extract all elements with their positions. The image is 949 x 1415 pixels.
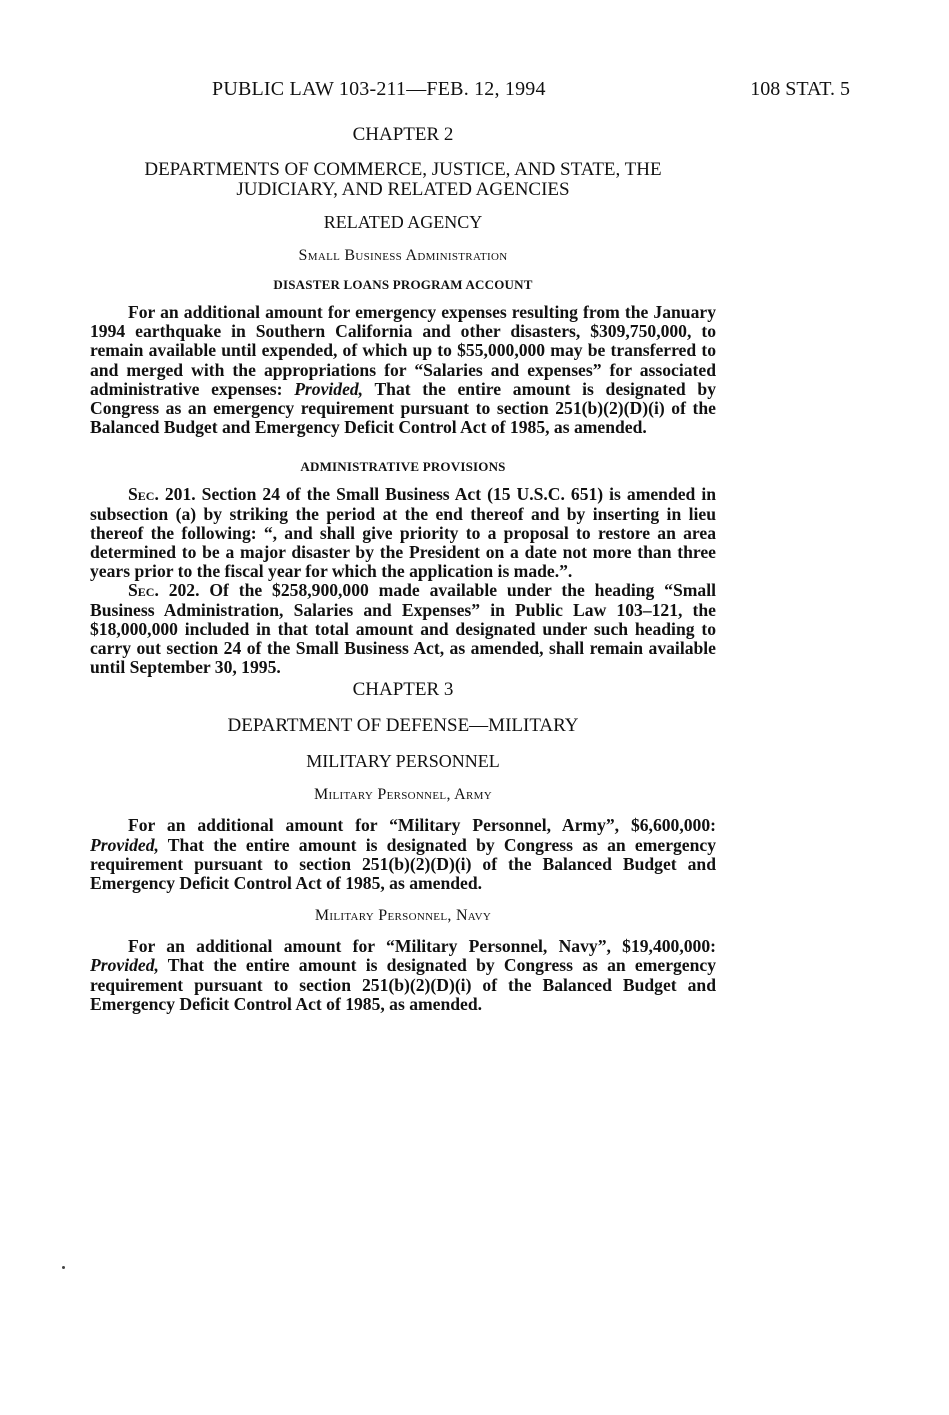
scan-speck <box>62 1266 65 1269</box>
paragraph-text: For an additional amount for emergency expenses resulting from the January 1994 earthquake in Southern California and other disasters, $309,750,000, to remain available until expended, of which up to $55,000,000 may be transferred to and merged with the appropriations for “Salaries and expenses” for associated administrative expenses: <box>90 302 716 399</box>
section-label: Sec. 202. <box>128 580 200 601</box>
account-heading: DISASTER LOANS PROGRAM ACCOUNT <box>273 277 533 292</box>
section-201-paragraph <box>90 485 716 581</box>
administrative-provisions-heading: ADMINISTRATIVE PROVISIONS <box>300 459 506 475</box>
navy-paragraph <box>90 937 716 1014</box>
body-text <box>90 120 716 1014</box>
related-agency-heading: RELATED AGENCY <box>323 212 483 232</box>
running-head <box>90 78 850 108</box>
paragraph-text: That the entire amount is designated by Congress as an emergency requirement pursuant to section 251(b)(2)(D)(i) of the Balanced Budget and Emergency Deficit Control Act of 1985, as amended. <box>90 955 716 1014</box>
disaster-loans-paragraph <box>90 303 716 437</box>
chapter-2-department-heading <box>90 160 716 200</box>
paragraph-text: For an additional amount for “Military Personnel, Navy”, $19,400,000: <box>128 936 716 957</box>
paragraph-text: That the entire amount is designated by Congress as an emergency requirement pursuant to section 251(b)(2)(D)(i) of the Balanced Budget and Emergency Deficit Control Act of 1985, as amended. <box>90 378 716 438</box>
paragraph-text: That the entire amount is designated by Congress as an emergency requirement pursuant to section 251(b)(2)(D)(i) of the Balanced Budget and Emergency Deficit Control Act of 1985, as amended. <box>90 834 716 894</box>
military-personnel-army-heading: Military Personnel, Army <box>313 786 492 804</box>
provided-term: Provided, <box>90 955 159 976</box>
statute-page-number: 108 STAT. 5 <box>750 78 850 100</box>
section-202-paragraph <box>90 581 716 677</box>
provided-term: Provided, <box>90 834 159 855</box>
department-heading-line-1: DEPARTMENTS OF COMMERCE, JUSTICE, AND STATE, THE <box>144 159 662 180</box>
military-personnel-navy-heading: Military Personnel, Navy <box>314 907 492 925</box>
section-label: Sec. 201. <box>128 484 196 505</box>
paragraph-text: Of the $258,900,000 made available under the heading “Small Business Administration, Salaries and Expenses” in Public Law 103–121, the $18,000,000 included in that total amount and designated under such heading to carry out section 24 of the Small Business Act, as amended, shall remain available until September 30, 1995. <box>90 580 716 678</box>
agency-heading: Small Business Administration <box>298 247 508 264</box>
department-heading-line-2: JUDICIARY, AND RELATED AGENCIES <box>236 179 570 200</box>
military-personnel-heading: MILITARY PERSONNEL <box>306 751 500 772</box>
chapter-3-department-heading: DEPARTMENT OF DEFENSE—MILITARY <box>227 715 579 737</box>
paragraph-text: Section 24 of the Small Business Act (15 U.S.C. 651) is amended in subsection (a) by striking the period at the end thereof and by inserting in lieu thereof the following: “, and shall give priority to a proposal to restore an area determined to be a major disaster by the President on a date not more than three years prior to the fiscal year for which the application is made.”. <box>90 484 717 582</box>
army-paragraph <box>90 816 716 893</box>
provided-term: Provided, <box>294 378 364 399</box>
paragraph-text: For an additional amount for “Military Personnel, Army”, $6,600,000: <box>128 815 716 836</box>
running-head-title: PUBLIC LAW 103-211—FEB. 12, 1994 <box>212 78 546 100</box>
chapter-2-heading: CHAPTER 2 <box>352 124 454 145</box>
chapter-3-heading: CHAPTER 3 <box>352 679 454 701</box>
